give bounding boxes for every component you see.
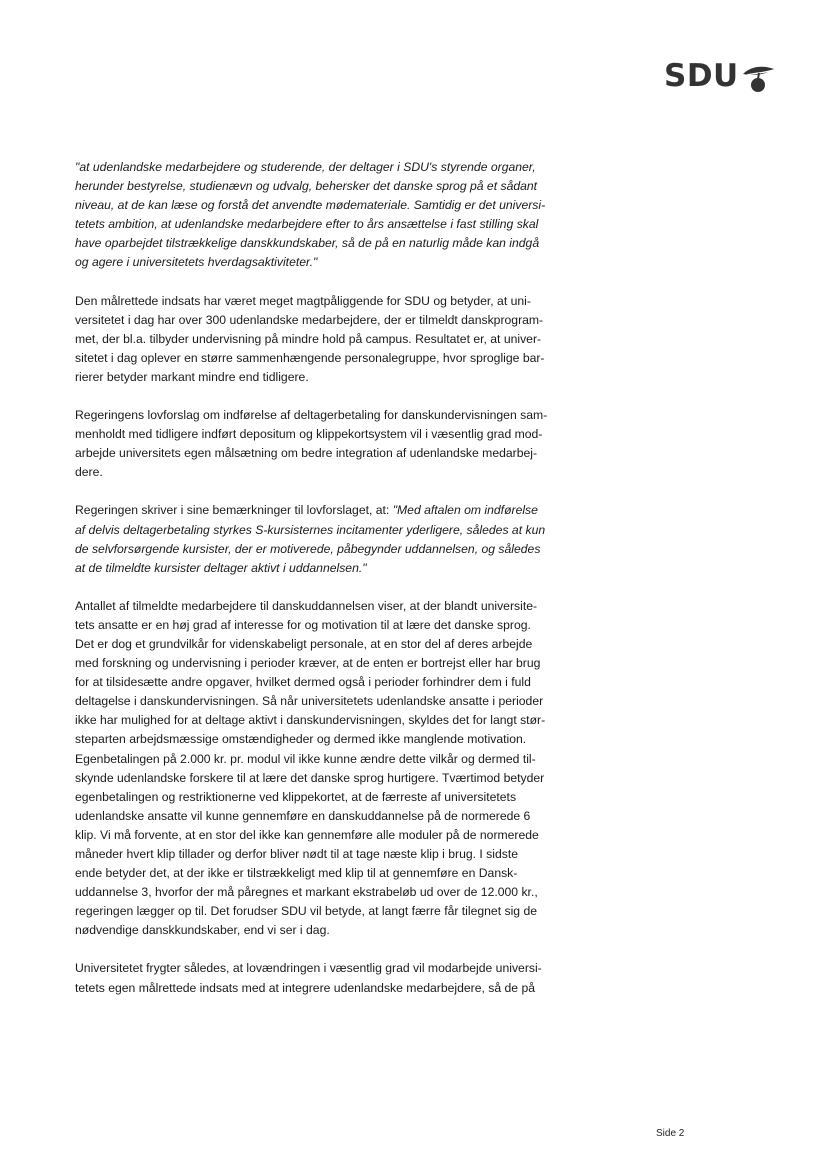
text-line: af delvis deltagerbetaling styrkes S-kursisternes incitamenter yderligere, således at kun [75, 522, 546, 537]
quoted-remarks-paragraph [75, 501, 593, 577]
sdu-logo [664, 56, 777, 96]
text-line: Antallet af tilmeldte medarbejdere til danskuddannelsen viser, at der blandt universite- [75, 598, 538, 613]
text-line: menholdt med tidligere indført depositum og klippekortsystem vil i væsentlig grad mod- [75, 427, 543, 442]
text-line [75, 501, 593, 520]
text-line: tets ansatte er en høj grad af interesse for og motivation til at lære det danske sprog. [75, 617, 531, 632]
text-line: ikke har mulighed for at deltage aktivt i danskundervisningen, skyldes det for langt stør- [75, 713, 546, 728]
text-line: ende betyder det, at der ikke er tilstrækkeligt med klip til at gennemføre en Dansk- [75, 866, 518, 881]
text-line: regeringen lægger op til. Det forudser SDU vil betyde, at langt færre får tilegnet sig de [75, 904, 538, 919]
text-line: niveau, at de kan læse og forstå det anvendte mødemateriale. Samtidig er det universi- [75, 198, 546, 213]
text-line: og agere i universitetets hverdagsaktiviteter." [75, 255, 318, 270]
body-paragraph [75, 406, 593, 482]
text-line: have oparbejdet tilstrækkelige danskkundskaber, så de på en naturlig måde kan indgå [75, 236, 540, 251]
letter-body [75, 158, 593, 1017]
text-line: klip. Vi må forvente, at en stor del ikke kan gennemføre alle moduler på de normerede [75, 827, 539, 842]
logo-text: SDU [664, 58, 739, 94]
body-paragraph [75, 292, 593, 387]
text-line: herunder bestyrelse, studienævn og udvalg, behersker det danske sprog på et sådant [75, 179, 538, 194]
text-line: tetets ambition, at udenlandske medarbejdere efter to års ansættelse i fast stilling skal [75, 217, 539, 232]
text-line: Egenbetalingen på 2.000 kr. pr. modul vil ikke kunne ændre dette vilkår og dermed til- [75, 751, 536, 766]
text-line: Universitetet frygter således, at lovændringen i væsentlig grad vil modarbejde universi- [75, 961, 542, 976]
text-line: met, der bl.a. tilbyder undervisning på mindre hold på campus. Resultatet er, at univer- [75, 331, 542, 346]
text-line: skynde udenlandske forskere til at lære det danske sprog hurtigere. Tværtimod betyder [75, 770, 545, 785]
text-line: Den målrettede indsats har været meget magtpåliggende for SDU og betyder, at uni- [75, 293, 531, 308]
text-line: "at udenlandske medarbejdere og studerende, der deltager i SDU's styrende organer, [75, 160, 536, 174]
text-line: med forskning og undervisning i perioder kræver, at de enten er bortrejst eller har brug [75, 656, 541, 671]
text-line: de selvforsørgende kursister, der er motiverede, påbegynder uddannelsen, og således [75, 541, 541, 556]
text-line: nødvendige danskkundskaber, end vi ser i dag. [75, 923, 330, 938]
text-line: for at tilsidesætte andre opgaver, hvilket dermed også i perioder forhindrer dem i fuld [75, 675, 531, 690]
text-line: Det er dog et grundvilkår for videnskabeligt personale, at en stor del af deres arbejde [75, 636, 533, 651]
text-line: deltagelse i danskundervisningen. Så når universitetets udenlandske ansatte i perioder [75, 694, 544, 709]
text-line: dere. [75, 465, 103, 480]
text-line: Regeringens lovforslag om indførelse af deltagerbetaling for danskundervisningen sam- [75, 408, 548, 423]
text-line: rierer betyder markant mindre end tidligere. [75, 369, 309, 384]
text-line: måneder hvert klip tillader og derfor bliver nødt til at tage næste klip i brug. I sidste [75, 847, 519, 861]
text-line: egenbetalingen og restriktionerne ved klippekortet, at de færreste af universitetets [75, 789, 517, 804]
text-line: uddannelse 3, hvorfor der må påregnes et markant ekstrabeløb ud over de 12.000 kr., [75, 885, 538, 900]
quote-start: "Med aftalen om indførelse [392, 503, 538, 518]
text-line: sitetet i dag oplever en større sammenhængende personalegruppe, hvor sproglige bar- [75, 350, 545, 365]
remarks-intro: Regeringen skriver i sine bemærkninger til lovforslaget, at: [75, 503, 393, 518]
text-line: tetets egen målrettede indsats med at integrere udenlandske medarbejdere, så de på [75, 980, 536, 995]
text-line: versitetet i dag har over 300 udenlandske medarbejdere, der er tilmeldt danskprogram- [75, 312, 544, 327]
text-line: arbejde universitets egen målsætning om bedre integration af udenlandske medarbej- [75, 446, 538, 461]
quote-paragraph [75, 158, 593, 273]
text-line: at de tilmeldte kursister deltager aktivt i uddannelsen." [75, 560, 367, 575]
apple-leaf-icon [741, 59, 777, 95]
body-paragraph [75, 959, 593, 997]
body-paragraph [75, 597, 593, 941]
page-number: Side 2 [656, 1128, 685, 1139]
text-line: udenlandske ansatte vil kunne gennemføre en danskuddannelse på de normerede 6 [75, 808, 531, 823]
text-line: steparten arbejdsmæssige omstændigheder og dermed ikke manglende motivation. [75, 732, 527, 747]
